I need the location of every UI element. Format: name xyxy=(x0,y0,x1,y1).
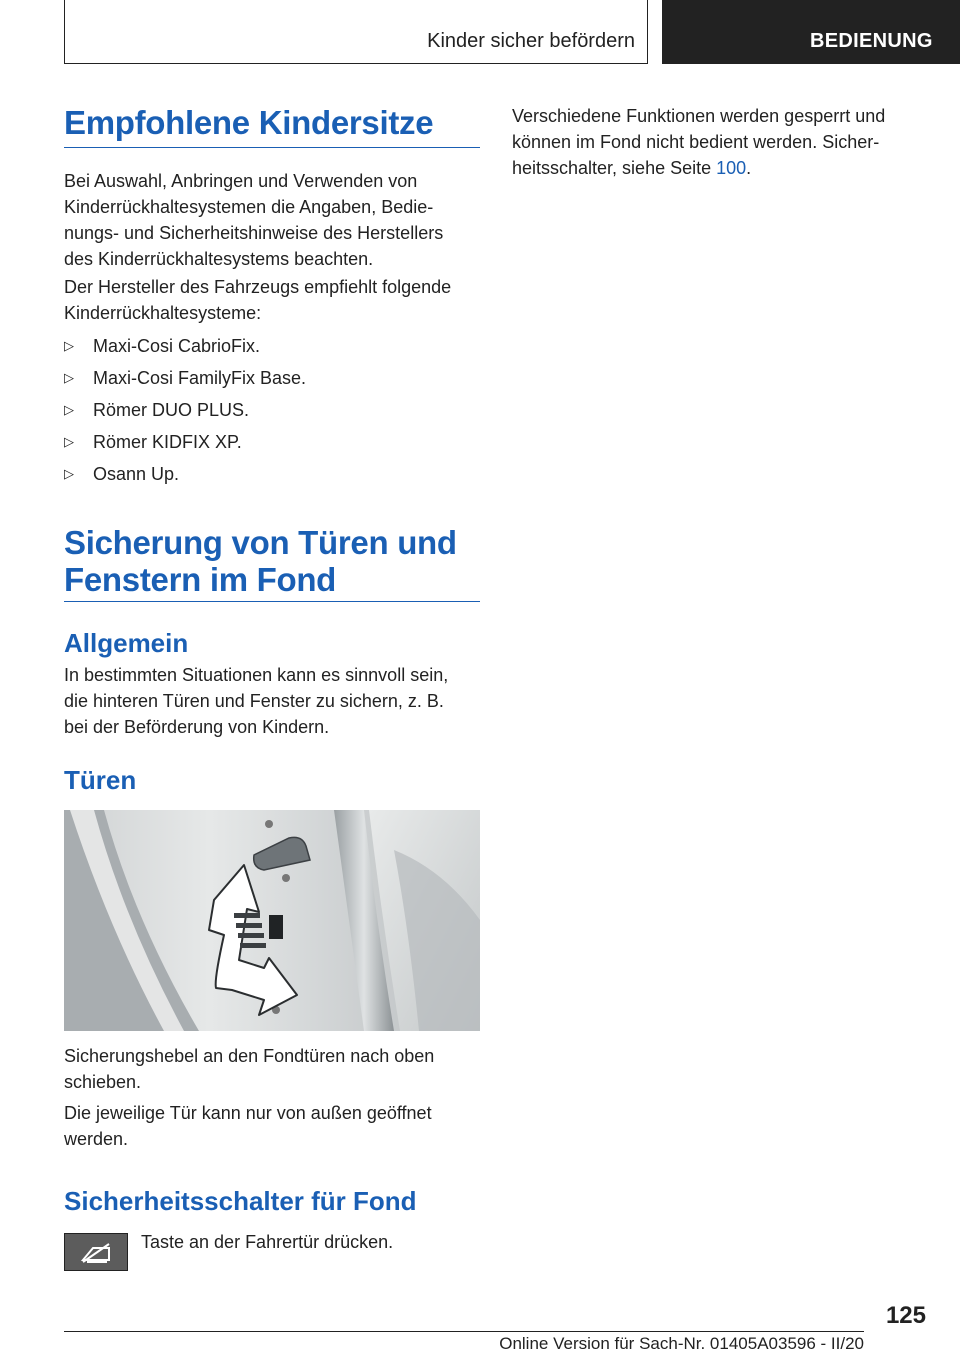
list-item: ▷ Osann Up. xyxy=(64,461,480,487)
bullet-triangle-icon: ▷ xyxy=(64,402,74,417)
heading-recommended-childseats: Empfohlene Kindersitze xyxy=(64,104,434,141)
header-chapter-tab[interactable] xyxy=(662,0,960,64)
heading-safety-switch: Sicherheitsschalter für Fond xyxy=(64,1186,417,1216)
window-lock-button[interactable] xyxy=(64,1233,128,1271)
heading-rule xyxy=(64,147,480,148)
paragraph-press-driver-door-button: Taste an der Fahrertür drücken. xyxy=(141,1232,394,1252)
lever-ridge xyxy=(234,913,260,918)
heading-door-window-lock: Sicherung von Türen und Fenstern im Fond xyxy=(64,524,457,598)
lever-ridge xyxy=(238,933,264,938)
list-item: ▷ Maxi-Cosi CabrioFix. xyxy=(64,333,480,359)
bullet-triangle-icon: ▷ xyxy=(64,338,74,353)
footer-rule xyxy=(64,1331,864,1332)
paragraph-childseat-instructions: Bei Auswahl, Anbringen und Verwenden von Kinderrückhaltesystemen die Angaben, Bedie- nungs- und Sicherheitshinweise des Herstellers des Kinderrückhaltesystems beachten. xyxy=(64,171,444,269)
lever-ridge xyxy=(236,923,262,928)
door-child-lock-illustration xyxy=(64,810,480,1031)
header-section-title: Kinder sicher befördern xyxy=(427,30,635,52)
paragraph-push-lever: Sicherungshebel an den Fondtüren nach oben schieben. xyxy=(64,1046,435,1092)
paragraph-open-from-outside: Die jeweilige Tür kann nur von außen geöffnet werden. xyxy=(64,1103,432,1149)
page-reference-link[interactable]: 100 xyxy=(716,158,747,178)
window-lock-icon xyxy=(65,1234,126,1269)
page-number: 125 xyxy=(885,1302,926,1329)
heading-doors: Türen xyxy=(64,765,137,795)
paragraph-functions-locked: Verschiedene Funktionen werden gesperrt und können im Fond nicht bedient werden. Sicher- heitsschalter, siehe Seite 100. xyxy=(512,106,886,178)
screw-icon xyxy=(282,874,290,882)
lever-ridge xyxy=(240,943,266,948)
header-chapter-label: BEDIENUNG xyxy=(810,30,933,52)
paragraph-manufacturer-recommends: Der Hersteller des Fahrzeugs empfiehlt folgende Kinderrückhaltesysteme: xyxy=(64,277,452,323)
paragraph-general: In bestimmten Situationen kann es sinnvoll sein, die hinteren Türen und Fenster zu sichern, z. B. bei der Beförderung von Kindern. xyxy=(64,665,449,737)
list-item: ▷ Römer DUO PLUS. xyxy=(64,397,480,423)
list-item: ▷ Römer KIDFIX XP. xyxy=(64,429,480,455)
bullet-triangle-icon: ▷ xyxy=(64,466,74,481)
screw-icon xyxy=(265,820,273,828)
list-item: ▷ Maxi-Cosi FamilyFix Base. xyxy=(64,365,480,391)
heading-general: Allgemein xyxy=(64,628,189,658)
footer-version: Online Version für Sach-Nr. 01405A03596 - II/20 xyxy=(499,1334,864,1353)
heading-rule xyxy=(64,601,480,602)
bullet-triangle-icon: ▷ xyxy=(64,370,74,385)
bullet-triangle-icon: ▷ xyxy=(64,434,74,449)
lock-lever xyxy=(269,915,283,939)
